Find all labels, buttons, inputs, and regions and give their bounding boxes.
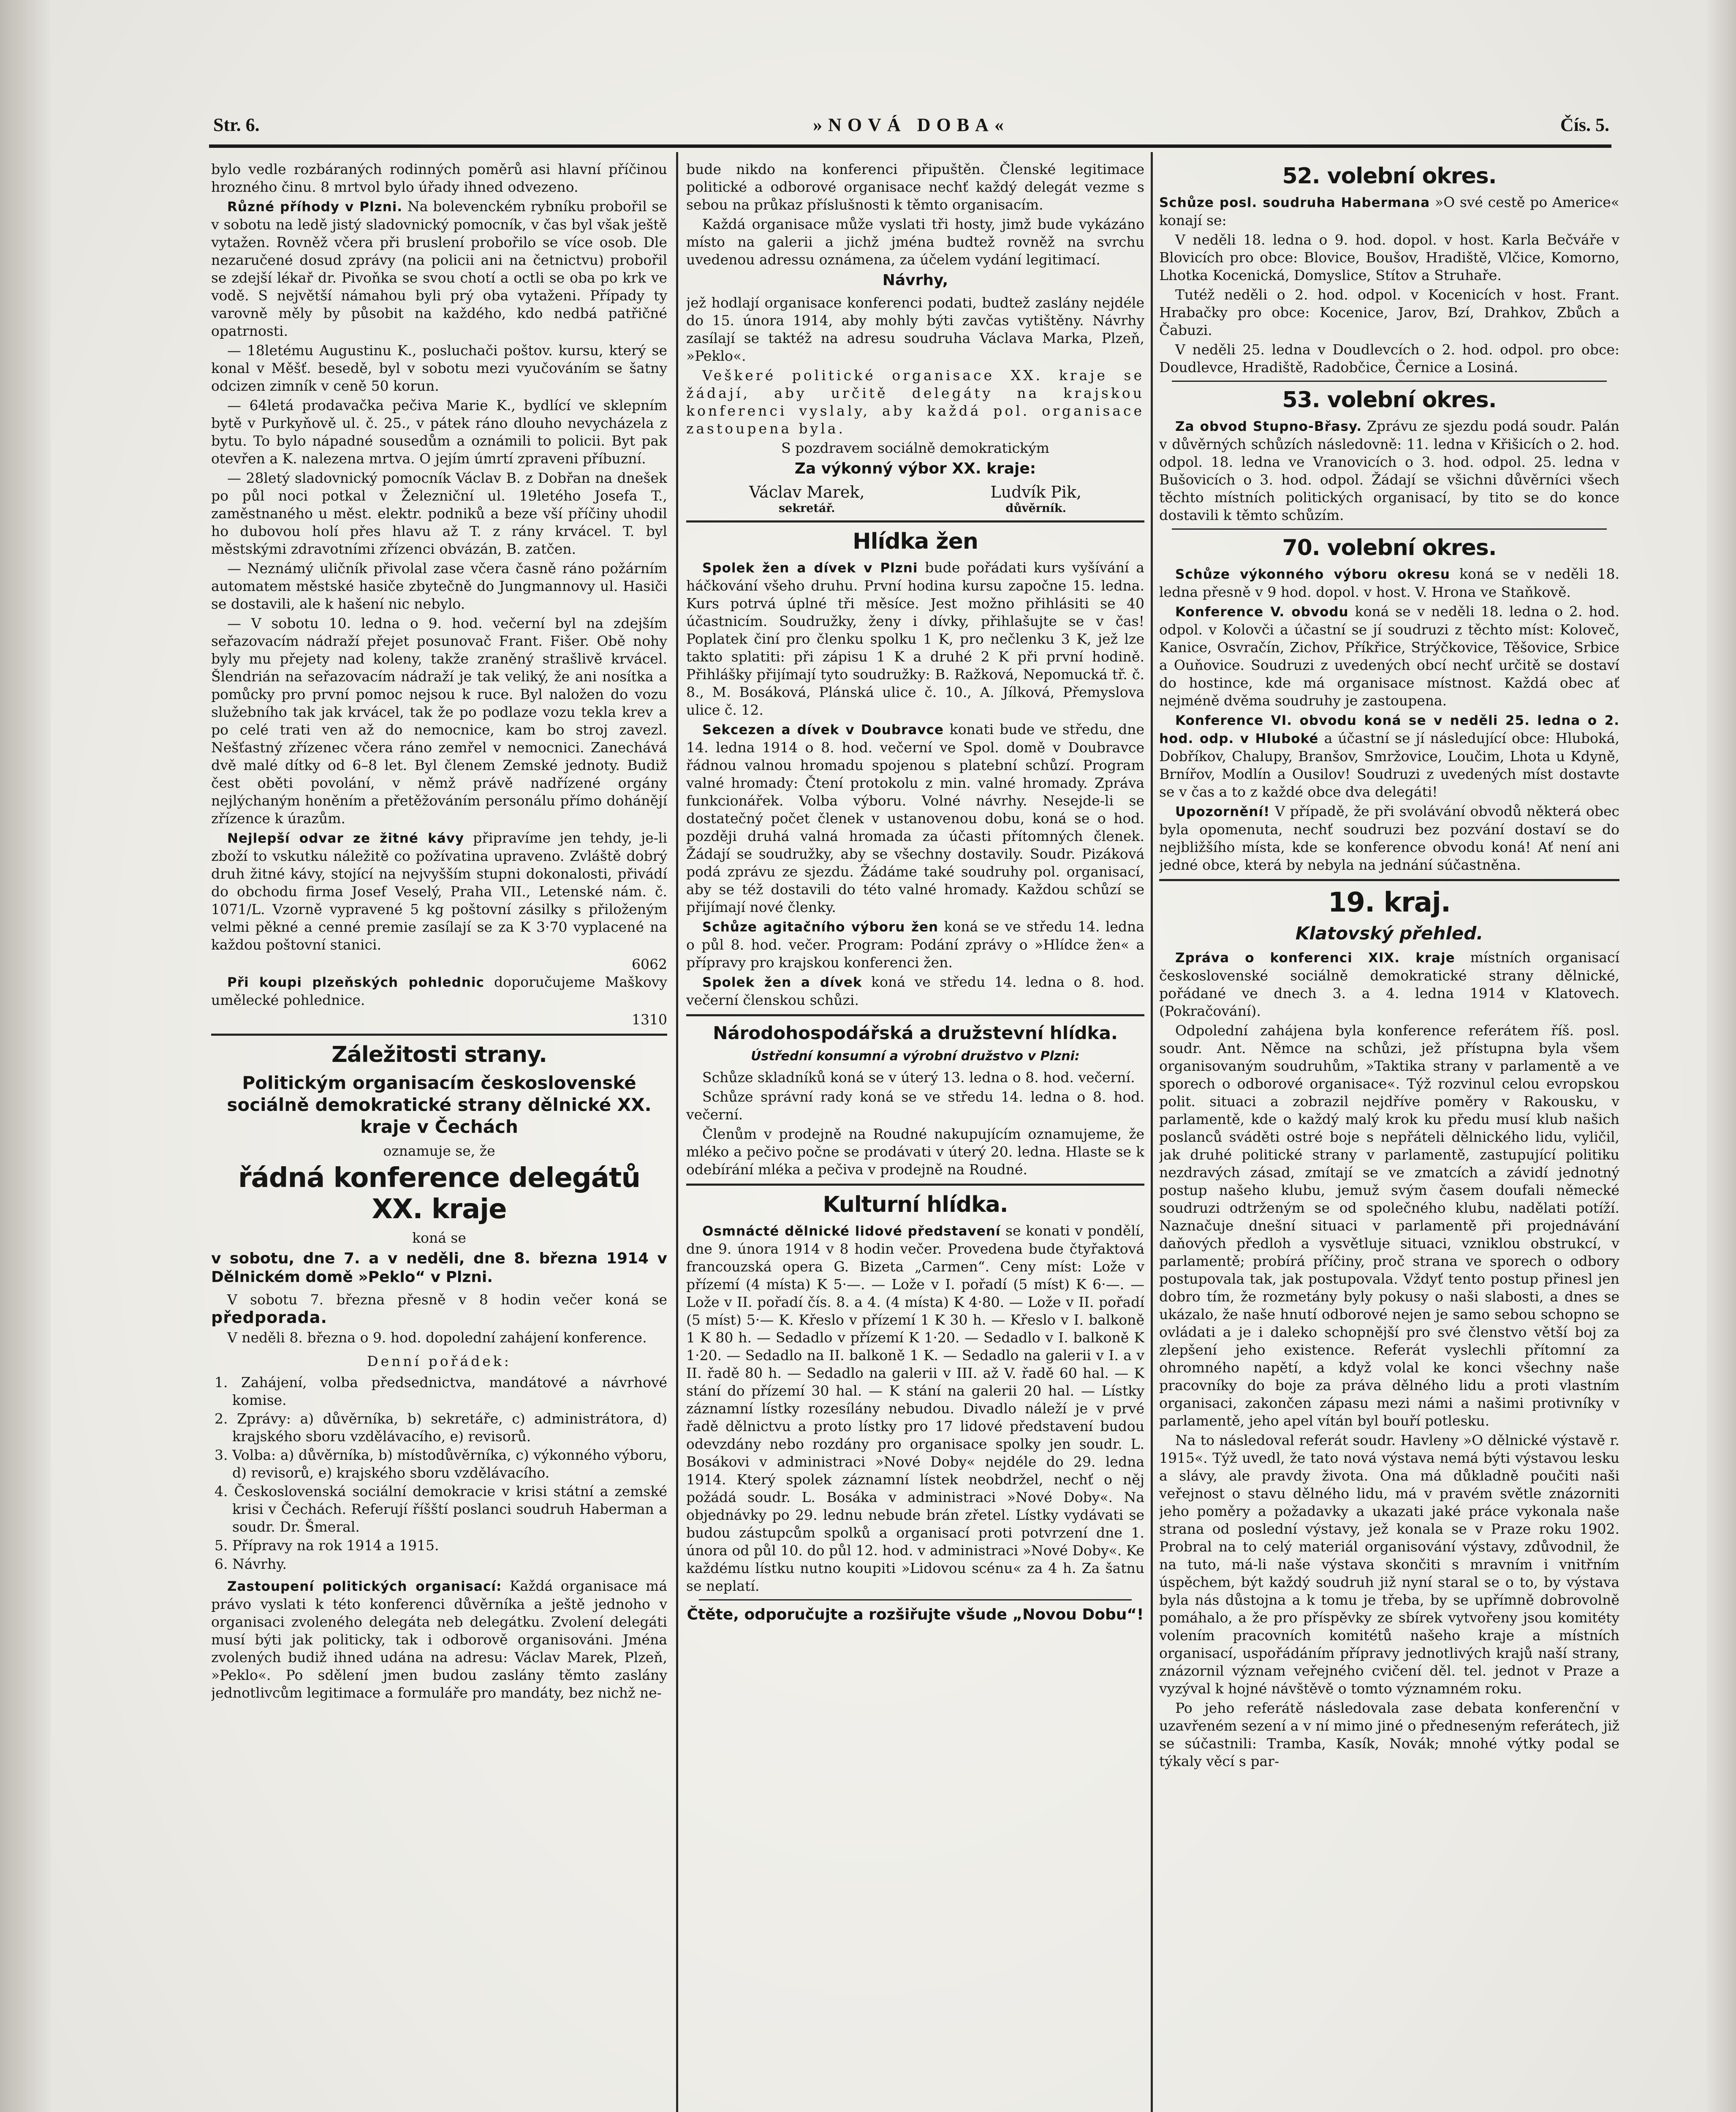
article-lead: Spolek žen a dívek v Plzni	[702, 561, 918, 576]
signature-name: Václav Marek,	[749, 483, 865, 501]
signatures	[686, 482, 1144, 515]
notice-date: v sobotu, dne 7. a v neděli, dne 8. března 1914 v Dělnickém domě »Peklo“ v Plzni.	[211, 1250, 667, 1286]
greeting: S pozdravem sociálně demokratickým	[781, 440, 1049, 456]
article-paragraph: — 18letému Augustinu K., posluchači poštov. kursu, který se konal v Měšť. besedě, byl v sobotu mezi vyučováním se šatny odcizen zimník v ceně 50 korun.	[211, 342, 667, 394]
closing-rule	[699, 1599, 1132, 1600]
article-text: koná ve středu 14. ledna o 8. hod. večerní členskou schůzi.	[686, 974, 1144, 1008]
page-header	[213, 114, 1609, 143]
advert-text: doporučujeme Maškovy umělecké pohlednice.	[211, 974, 667, 1008]
article-paragraph	[686, 918, 1144, 972]
section-rule	[211, 1034, 667, 1036]
program-item: 5. Přípravy na rok 1914 a 1915.	[215, 1537, 439, 1554]
article-paragraph: bude nikdo na konferenci připuštěn. Členské legitimace politické a odborové organisace nechť každý delegát vezme s sebou na průkaz příslušnosti k těmto organisacím.	[686, 161, 1144, 213]
article-paragraph: Členům v prodejně na Roudné nakupujícím oznamujeme, že mléko a pečivo počne se prodávati v úterý 20. ledna. Hlaste se k odebírání mléka a pečiva v prodejně na Roudné.	[686, 1126, 1144, 1178]
district-rule	[1172, 381, 1607, 382]
article-text: »O své cestě po Americe« konají se:	[1159, 194, 1619, 229]
closing-slogan: Čtěte, odporučujte a rozšiřujte všude „Novou Dobu“!	[687, 1606, 1144, 1623]
article-paragraph: V neděli 18. ledna o 9. hod. dopol. v host. Karla Bečváře v Blovicích pro obce: Blovice, Boušov, Hradiště, Vlčice, Komorno, Lhotka Kocenická, Domyslice, Stítov a Struhaře.	[1159, 231, 1619, 283]
district-rule	[1172, 528, 1607, 530]
article-lead: Za obvod Stupno-Břasy.	[1175, 419, 1362, 434]
notice-heading: Politickým organisacím československé sociálně demokratické strany dělnické XX. kraje v Čechách	[227, 1072, 652, 1137]
column-divider-2	[1151, 152, 1153, 2112]
article-lead: Spolek žen a dívek	[702, 975, 862, 990]
article-paragraph: — Neznámý uličník přivolal zase včera časně ráno požárním automatem městské hasiče zbytečně do Jungmannovy ul. Hasiči se dostavili, ale k hašení nic nebylo.	[211, 560, 667, 612]
article-paragraph: jež hodlají organisace konferenci podati, budtež zaslány nejdéle do 15. února 1914, aby mohly býti zavčas vytištěny. Návrhy zasílají se taktéž na adresu soudruha Václava Marka, Plzeň, »Peklo«.	[686, 294, 1144, 364]
section-heading: Hlídka žen	[853, 529, 978, 554]
section-rule	[686, 1184, 1144, 1186]
program-item: 2. Zprávy: a) důvěrníka, b) sekretáře, c) administrátora, d) krajského sboru vzdělávacího, e) revisorů.	[215, 1410, 667, 1445]
column-2	[686, 161, 1144, 2112]
subheading: Návrhy,	[882, 272, 948, 289]
article-paragraph: Schůze skladníků koná se v úterý 13. ledna o 8. hod. večerní.	[702, 1069, 1135, 1086]
section-heading: Kulturní hlídka.	[823, 1192, 1008, 1217]
article-paragraph	[686, 1222, 1144, 1595]
program-item: 4. Československá sociální demokracie v krisi státní a zemské krisi v Čechách. Referují říšští poslanci soudruh Haberman a soudr. Dr. Šmeral.	[215, 1483, 667, 1535]
article-text: se konati v pondělí, dne 9. února 1914 v 8 hodin večer. Provedena bude čtyřaktová francouzská opera G. Bizeta „Carmen“. Ceny míst: Lože v přízemí (4 místa) K 5·—. — Lože v I. pořadí (5 míst) K 6·—. — Lože v II. pořadí čís. 8. a 4. (4 místa) K 4·80. — Lože v II. pořadí (5 míst) 5·— K. Křeslo v přízemí 1 K 30 h. — Křeslo v I. balkoně 1 K 80 h. — Sedadlo v přízemí K 1·20. — Sedadlo v I. balkoně K 1·20. — Sedadlo na II. balkoně 1 K. — Sedadlo na galerii v I. a v II. řadě 80 h. — Sedadlo na galerii v III. až V. řadě 60 hal. — K stání do přízemí 30 hal. — K stání na galerii 20 hal. — Lístky záznamní lístky rozesílány nebudou. Divadlo náleží je v prvé řadě dělnictvu a proto lístky pro 17 lidové představení budou odevzdány nebo rozdány pro organisace spolky jen soudr. L. Bosákovi v administraci »Nové Doby« nejdéle do 29. ledna 1914. Který spolek záznamní lístek neobdržel, nechť o něj požádá soudr. L. Bosáka v administraci »Nové Doby«. Na objednávky po 29. lednu nebude brán zřetel. Lístky vydávati se budou zástupcům spolků a organisací proti potvrzení dne 1. února od půl 10. do půl 12. hod. v administraci »Nové Doby«. Ke každému lístku nutno koupiti »Lidovou scénu« za 4 h. Za šatnu se neplatí.	[686, 1222, 1144, 1594]
article-paragraph: — V sobotu 10. ledna o 9. hod. večerní byl na zdejším seřazovacím nádraží přejet posunovač Frant. Fišer. Obě nohy byly mu přejety nad koleny, takže zraněný strašlivě krvácel. Šlendrián na seřazovacím nádraží je tak veliký, že ani nosítka a pomůcky pro první pomoc nejsou k ruce. Byl naložen do vozu služebního tak jak krvácel, tak že po podlaze vozu tekla krev a po celé trati ven až do nemocnice, kam bo stroj zavezl. Nešťastný zřízenec včera ráno zemřel v nemocnici. Zanechává dvě malé dítky od 6–8 let. Byl členem Zemské jednoty. Budiž čest oběti povolání, v němž právě nadřízené orgány nejlýchaným honěním a přetěžováním personálu přímo dohánějí zřízence k úrazům.	[211, 615, 667, 827]
article-lead: Schůze agitačního výboru žen	[702, 920, 939, 935]
article-lead: Konference V. obvodu	[1175, 604, 1349, 620]
notice-paragraph: V neděli 8. března o 9. hod. dopolední zahájení konference.	[227, 1329, 647, 1346]
section-rule	[1159, 879, 1619, 881]
article-paragraph: Každá organisace může vyslati tři hosty, jimž bude vykázáno místo na galerii a jichž jména budtež rovněž na svrchu uvedenou adressu oznámena, za účelem vydání legitimací.	[686, 216, 1144, 268]
article-paragraph: — 64letá prodavačka pečiva Marie K., bydlící ve sklepním bytě v Purkyňově ul. č. 25., v pátek ráno dlouho nevycházela z bytu. To bylo nápadné sousedům a oznámili to policii. Byt pak otevřen a K. nalezena mrtva. O jejím úmrtí zpraveni příbuzní.	[211, 397, 667, 467]
section-rule	[686, 1014, 1144, 1016]
column-3	[1159, 161, 1619, 2112]
article-text: koná se v neděli 18. ledna o 2. hod. odpol. v Kolovči a účastní se jí soudruzi z těchto míst: Koloveč, Kanice, Osvračín, Zichov, Příkřice, Strýčkovice, Těšovice, Srbice a Ouňovice. Soudruzi z uvedených obcí nechť určitě se dostaví do hostince, kde má organisace místnost. Každá obec ať nejméně dvěma soudruhy je zastoupena.	[1159, 603, 1619, 709]
article-text: bude pořádati kurs vyšívání a háčkování všeho druhu. První hodina kursu započne 15. ledna. Kurs potrvá úplné tři měsíce. Jest možno přihlásiti se 40 účastnicím. Soudružky, ženy i dívky, přihlašujte se v čas! Poplatek činí pro členku spolku 1 K, pro nečlenku 3 K, jež lze takto splatiti: při zápisu 1 K a druhé 2 K při první hodině. Přihlášky přijímají tyto soudružky: B. Ražková, Nepomucká tř. č. 8., M. Bosáková, Plánská ulice č. 10., A. Jílková, Přemyslova ulice č. 12.	[686, 559, 1144, 718]
notice-line: oznamuje se, že	[383, 1143, 495, 1159]
section-heading: Národohospodářská a družstevní hlídka.	[713, 1023, 1118, 1043]
district-heading: 70. volební okres.	[1282, 535, 1497, 561]
signature	[749, 482, 865, 515]
notice-paragraph	[211, 1291, 667, 1327]
region-subheading: Klatovský přehled.	[1295, 923, 1483, 944]
article-text: V případě, že při svolávání obvodů některá obec byla opomenuta, nechť soudruzi bez pozvání dostaví se do nejbližšího místa, kde se konference obvodu koná! Ať není ani jedné obce, která by nebyla na jednání súčastněna.	[1159, 803, 1619, 873]
article-lead: Konference VI. obvodu koná se v neděli 25. ledna o 2. hod. odp. v Hluboké	[1159, 713, 1619, 746]
signature-role: sekretář.	[778, 502, 835, 515]
notice-main-heading: řádná konference delegátů XX. kraje	[238, 1162, 641, 1225]
article-paragraph	[211, 198, 667, 340]
district-heading: 53. volební okres.	[1282, 387, 1497, 413]
article-paragraph: bylo vedle rozbáraných rodinných poměrů asi hlavní příčinou hrozného činu. 8 mrtvol bylo úřady ihned odvezeno.	[211, 161, 667, 195]
region-heading: 19. kraj.	[1328, 887, 1451, 918]
article-paragraph: Veškeré politické organisace XX. kraje se žádají, aby určitě delegáty na krajskou konferenci vyslaly, aby každá pol. organisace zastoupena byla.	[686, 367, 1144, 437]
notice-line: koná se	[412, 1230, 466, 1246]
article-text: koná se v neděli 18. ledna přesně v 9 hod. dopol. v host. V. Hrona ve Staňkově.	[1159, 566, 1619, 600]
article-paragraph	[1159, 949, 1619, 1020]
signature-name: Ludvík Pik,	[990, 483, 1082, 501]
signature-role: důvěrník.	[1005, 502, 1067, 515]
column-1	[211, 161, 667, 2112]
article-paragraph	[1159, 565, 1619, 601]
section-rule	[686, 520, 1144, 523]
article-paragraph	[686, 559, 1144, 719]
masthead-title: »NOVÁ DOBA«	[813, 114, 1010, 135]
header-rule	[209, 144, 1611, 148]
notice-emphasis: předporada.	[211, 1308, 327, 1327]
article-text: Zprávu ze sjezdu podá soudr. Palán v důvěrných schůzích následovně: 11. ledna v Křišicích o 2. hod. odpol. 18. ledna ve Vranovicích o 3. hod. odpol. 25. ledna v Bušovicích o 3. hod. odpol. Žádají se všichni důvěrníci všech těchto místních politických organisací, by tito se do konce dostavili k těmto schůzím.	[1159, 418, 1619, 523]
program-item: 3. Volba: a) důvěrníka, b) místodůvěrníka, c) výkonného výboru, d) revisorů, e) krajského sboru vzdělávacího.	[215, 1447, 667, 1481]
article-paragraph	[1159, 417, 1619, 524]
article-text: a účastní se jí následující obce: Hluboká, Dobříkov, Chalupy, Branšov, Smržovice, Loučim, Lhota u Kdyně, Brnířov, Modlín a Ousilov! Soudruzi z uvedených míst dostavte se v čas a to z každé obce dva delegáti!	[1159, 730, 1619, 800]
scan-edge-left	[0, 0, 51, 2112]
advert-lead: Při koupi plzeňských pohlednic	[227, 975, 484, 990]
program-item: 1. Zahájení, volba předsednictva, mandátové a návrhové komise.	[215, 1374, 667, 1408]
article-lead: Schůze posl. soudruha Habermana	[1159, 195, 1430, 210]
advert-number: 1310	[632, 1011, 667, 1028]
article-paragraph: Po jeho referátě následovala zase debata konferenční v uzavřeném sezení a v ní mimo jiné o předneseným referátech, již se súčastnili: Tramba, Kasík, Novák; mnohé výtky podal se týkaly věcí s par-	[1159, 1700, 1619, 1769]
notice-text: Každá organisace má právo vyslati k této konferenci důvěrníka a ještě jednoho v organisaci zvoleného delegáta neb delegátku. Zvolení delegáti musí býti jak politicky, tak i odborově organisováni. Jména zvolených budiž ihned udána na adresu: Václav Marek, Plzeň, »Peklo«. Po sdělení jmen budou zaslány těmto zaslány jednotlivcům legitimace a formuláře pro mandáty, bez nichž ne-	[211, 1578, 667, 1701]
advert-lead: Nejlepší odvar ze žitné kávy	[227, 831, 465, 846]
issue-number: Čís. 5.	[1560, 114, 1609, 135]
article-paragraph: Na to následoval referát soudr. Havleny »O dělnické výstavě r. 1915«. Týž uvedl, že tato nová výstava nemá býti výstavou lesku a slávy, ale pravdy života. Ona má důkladně poučiti naši veřejnost o stavu dělného lidu, má v pravém světle znázorniti jeho poměry a požadavky a ukazati jaké práce vykonala naše strana od poslední výstavy, jež konala se v Praze roku 1902. Probral na to celý materiál organisování výstavy, zdůvodnil, že na tuto, má-li naše výstava skončiti s mravním i vnitřním úspěchem, být každý soudruh již nyní staral se o to, by výstava byla nás důstojna a k tomu je třeba, by se upřímně dobrovolně pomáhalo, a že pro příspěvky ze sbírek vytvořeny jsou komitéty volením pracovních komitétů našeho kraje a místních organisací, uspořádáním přípravy jednotlivých krajů naší strany, znázornil význam veřejného cvičení děl. tel. jednot v Praze a vyzýval k hojné návštěvě o tomto významném roku.	[1159, 1432, 1619, 1697]
article-paragraph: Tutéž neděli o 2. hod. odpol. v Kocenicích v host. Frant. Hrabačky pro obce: Kocenice, Jarov, Bzí, Drahkov, Zbůch a Čabuzi.	[1159, 286, 1619, 338]
section-heading: Záležitosti strany.	[331, 1042, 547, 1067]
article-paragraph: V neděli 25. ledna v Doudlevcích o 2. hod. odpol. pro obce: Doudlevce, Hradiště, Radobčice, Černice a Losiná.	[1159, 341, 1619, 376]
column-divider-1	[676, 152, 678, 2112]
advert-text: připravíme jen tehdy, je-li zboží to vskutku náležitě co požívatina upraveno. Zvláště dobrý druh žitné kávy, stojící na nejvyšším stupni dokonalosti, přivádí do obchodu firma Josef Veselý, Praha VII., Letenské nám. č. 1071/L. Vzorně vypravené 5 kg poštovní zásilky s přiloženým velmi pěkné a cenné premie zasílají se za K 3·70 vyplacené na každou poštovní stanici.	[211, 830, 667, 953]
article-paragraph: Schůze správní rady koná se ve středu 14. ledna o 8. hod. večerní.	[686, 1089, 1144, 1123]
article-paragraph	[686, 721, 1144, 916]
article-text: konati bude ve středu, dne 14. ledna 1914 o 8. hod. večerní ve Spol. domě v Doubravce řádnou valnou hromadu spojenou s platební schůzí. Program valné hromady: Čtení protokolu z min. valné hromady. Zpráva funkcionářek. Volba výboru. Volné návrhy. Nesejde-li se dostatečný počet členek v ustanovenou dobu, koná se o hod. později druhá valná hromada za účasti přítomných členek. Žádají se soudružky, aby se všechny dostavily. Soudr. Pizáková podá zprávu ze sjezdu. Žádáme také soudruhy pol. organisací, aby se též dostavili do této valné hromady. Každou schůzí se přijímají nové členky.	[686, 721, 1144, 915]
article-paragraph	[1159, 803, 1619, 874]
article-paragraph: Odpolední zahájena byla konference referátem říš. posl. soudr. Ant. Němce na schůzi, jež přístupna byla všem organisovaným soudruhům, »Taktika strany v parlamentě a ve sporech o odborové organisace«. Týž rozvinul celou evropskou polit. situaci a zobrazil nejdříve poměry v Rakousku, v parlamentě, kde o každý malý krok ku předu musí klub našich poslanců sváděti ostré boje s nepřáteli dělnického lidu, vyličil, jak druhé politické strany v parlamentě, zastupující politiku nezdravých zásad, zmítají se ve zmatcích a závidí jednotný postup našeho klubu, jemuž svým časem doufali německé soudruzi odtrženým se od společného klubu, nadělati potíží. Naznačuje dnešní situaci v parlamentě při projednávání daňových předloh a vysvětluje situaci, vzniklou obstrukcí, v parlamentě; probírá příčiny, proč strana ve sporech o odbory postupovala tak, jak postupovala. Vždyť tento postup přinesl jen dobro tím, že rozmetány byly pokusy o naši slabosti, a dnes se ukázalo, že naše hnutí odborové nejen je samo sebou schopno se ovládati a je i daleko schopnější pro své členstvo větší boj za zlepšení jeho existence. Referát vyslechli přítomní za ohromného napětí, a když volal ke konci všechny naše pracovníky do boje za práva dělného lidu a proti vlastním organisaci, zakončen zápasu mezi námi a našimi protivníky v parlamentě, jeho apel vítán byl bouří potlesku.	[1159, 1022, 1619, 1429]
page-number: Str. 6.	[213, 114, 260, 135]
advert-paragraph	[211, 829, 667, 954]
article-lead: Upozornění!	[1175, 804, 1270, 819]
article-text: koná se ve středu 14. ledna o půl 8. hod. večer. Program: Podání zprávy o »Hlídce žen« a přípravy pro krajskou konferenci žen.	[686, 918, 1144, 971]
notice-lead: Zastoupení politických organisací:	[227, 1579, 502, 1594]
article-lead: Sekcezen a dívek v Doubravce	[702, 722, 944, 738]
article-paragraph	[1159, 711, 1619, 801]
article-paragraph: — 28letý sladovnický pomocník Václav B. z Dobřan na dnešek po půl noci potkal v Železniční ul. 19letého Josefa T., zaměstnaného u měst. elektr. podniků a beze vší příčiny uhodil ho dubovou holí přes hlavu až T. z rány krvácel. T. byl městskými zdravotními zřízenci obvázán, B. zatčen.	[211, 470, 667, 557]
article-lead: Zpráva o konferenci XIX. kraje	[1175, 950, 1455, 966]
article-text: Na bolevenckém rybníku probořil se v sobotu na ledě jistý sladovnický pomocník, v čas byl však ještě vytažen. Rovněž včera při bruslení probořilo se více osob. Dle nezaručené dosud zprávy (na policii ani na četnictvu) probořil se zdejší lékař dr. Pivoňka se svou chotí a octli se oba po krk ve vodě. S největší námahou byli prý oba vytaženi. Případy ty varovně měly by působit na každého, kdo nedbá patřičné opatrnosti.	[211, 198, 667, 339]
scan-edge-right	[1706, 0, 1736, 2112]
article-paragraph	[686, 973, 1144, 1009]
program-item: 6. Návrhy.	[215, 1556, 287, 1572]
district-heading: 52. volební okres.	[1282, 163, 1497, 189]
signature	[990, 482, 1081, 515]
committee-line: Za výkonný výbor XX. kraje:	[794, 460, 1036, 477]
notice-text: V sobotu 7. března přesně v 8 hodin večer koná se	[227, 1291, 667, 1308]
advert-paragraph	[211, 973, 667, 1009]
subheading: Ústřední konsumní a výrobní družstvo v Plzni:	[751, 1049, 1080, 1064]
article-paragraph	[1159, 193, 1619, 229]
article-paragraph	[1159, 603, 1619, 710]
article-lead: Různé příhody v Plzni.	[227, 199, 403, 215]
article-lead: Schůze výkonného výboru okresu	[1175, 567, 1450, 582]
notice-paragraph	[211, 1577, 667, 1702]
advert-number: 6062	[632, 956, 667, 972]
article-lead: Osmnácté dělnické lidové představení	[702, 1224, 1001, 1239]
program-title: Denní pořádek:	[367, 1353, 511, 1369]
article-text: místních organisací československé sociálně demokratické strany dělnické, pořádané ve dnech 3. a 4. ledna 1914 v Klatovech. (Pokračování).	[1159, 949, 1619, 1019]
